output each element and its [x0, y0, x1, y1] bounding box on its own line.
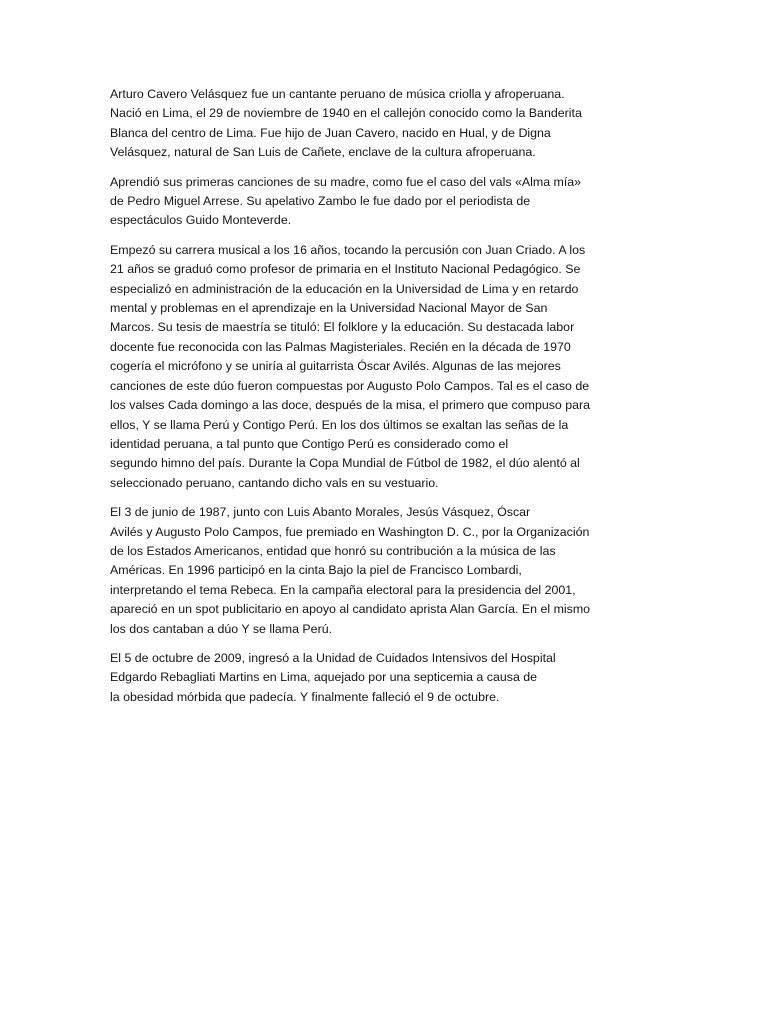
text-line: interpretando el tema Rebeca. En la campaña electoral para la presidencia del 2001, [110, 582, 576, 597]
text-line: docente fue reconocida con las Palmas Magisteriales. Recién en la década de 1970 [110, 339, 571, 354]
text-line: Blanca del centro de Lima. Fue hijo de Juan Cavero, nacido en Hual, y de Digna [110, 125, 551, 140]
text-line: Nació en Lima, el 29 de noviembre de 1940 en el callejón conocido como la Banderita [110, 106, 582, 121]
text-line: 21 años se graduó como profesor de primaria en el Instituto Nacional Pedagógico. Se [110, 262, 581, 277]
text-line: segundo himno del país. Durante la Copa Mundial de Fútbol de 1982, el dúo alentó al [110, 456, 580, 471]
text-line: identidad peruana, a tal punto que Contigo Perú es considerado como el [110, 436, 509, 451]
paragraph-1 [110, 85, 658, 163]
paragraph-4 [110, 503, 658, 639]
text-line: Edgardo Rebagliati Martins en Lima, aquejado por una septicemia a causa de [110, 670, 538, 685]
paragraph-3 [110, 241, 658, 493]
text-line: especializó en administración de la educación en la Universidad de Lima y en retardo [110, 281, 579, 296]
text-line: mental y problemas en el aprendizaje en la Universidad Nacional Mayor de San [110, 301, 548, 316]
text-line: Aprendió sus primeras canciones de su madre, como fue el caso del vals «Alma mía» [110, 174, 582, 189]
text-line: ellos, Y se llama Perú y Contigo Perú. En los dos últimos se exaltan las señas de la [110, 417, 569, 432]
text-line: Arturo Cavero Velásquez fue un cantante peruano de música criolla y afroperuana. [110, 87, 565, 101]
text-line: los dos cantaban a dúo Y se llama Perú. [110, 621, 333, 636]
text-line: seleccionado peruano, cantando dicho vals en su vestuario. [110, 475, 439, 490]
text-line: Américas. En 1996 participó en la cinta Bajo la piel de Francisco Lombardi, [110, 563, 522, 578]
text-line: Marcos. Su tesis de maestría se tituló: El folklore y la educación. Su destacada labor [110, 320, 575, 335]
text-line: espectáculos Guido Monteverde. [110, 213, 292, 228]
text-line: la obesidad mórbida que padecía. Y finalmente falleció el 9 de octubre. [110, 689, 500, 704]
text-line: El 3 de junio de 1987, junto con Luis Abanto Morales, Jesús Vásquez, Óscar [110, 505, 531, 520]
text-line: de Pedro Miguel Arrese. Su apelativo Zambo le fue dado por el periodista de [110, 194, 531, 209]
text-line: Avilés y Augusto Polo Campos, fue premiado en Washington D. C., por la Organización [110, 524, 590, 539]
text-line: de los Estados Americanos, entidad que honró su contribución a la música de las [110, 543, 556, 558]
paragraph-2 [110, 173, 658, 231]
text-line: canciones de este dúo fueron compuestas por Augusto Polo Campos. Tal es el caso de [110, 378, 590, 393]
document-body [110, 85, 658, 717]
text-line: los valses Cada domingo a las doce, después de la misa, el primero que compuso para [110, 398, 591, 413]
text-line: Velásquez, natural de San Luis de Cañete, enclave de la cultura afroperuana. [110, 145, 536, 160]
text-line: cogería el micrófono y se uniría al guitarrista Óscar Avilés. Algunas de las mejores [110, 359, 561, 374]
text-line: apareció en un spot publicitario en apoyo al candidato aprista Alan García. En el mismo [110, 602, 591, 617]
text-line: El 5 de octubre de 2009, ingresó a la Unidad de Cuidados Intensivos del Hospital [110, 650, 556, 665]
paragraph-5 [110, 649, 658, 707]
text-line: Empezó su carrera musical a los 16 años, tocando la percusión con Juan Criado. A los [110, 242, 586, 257]
